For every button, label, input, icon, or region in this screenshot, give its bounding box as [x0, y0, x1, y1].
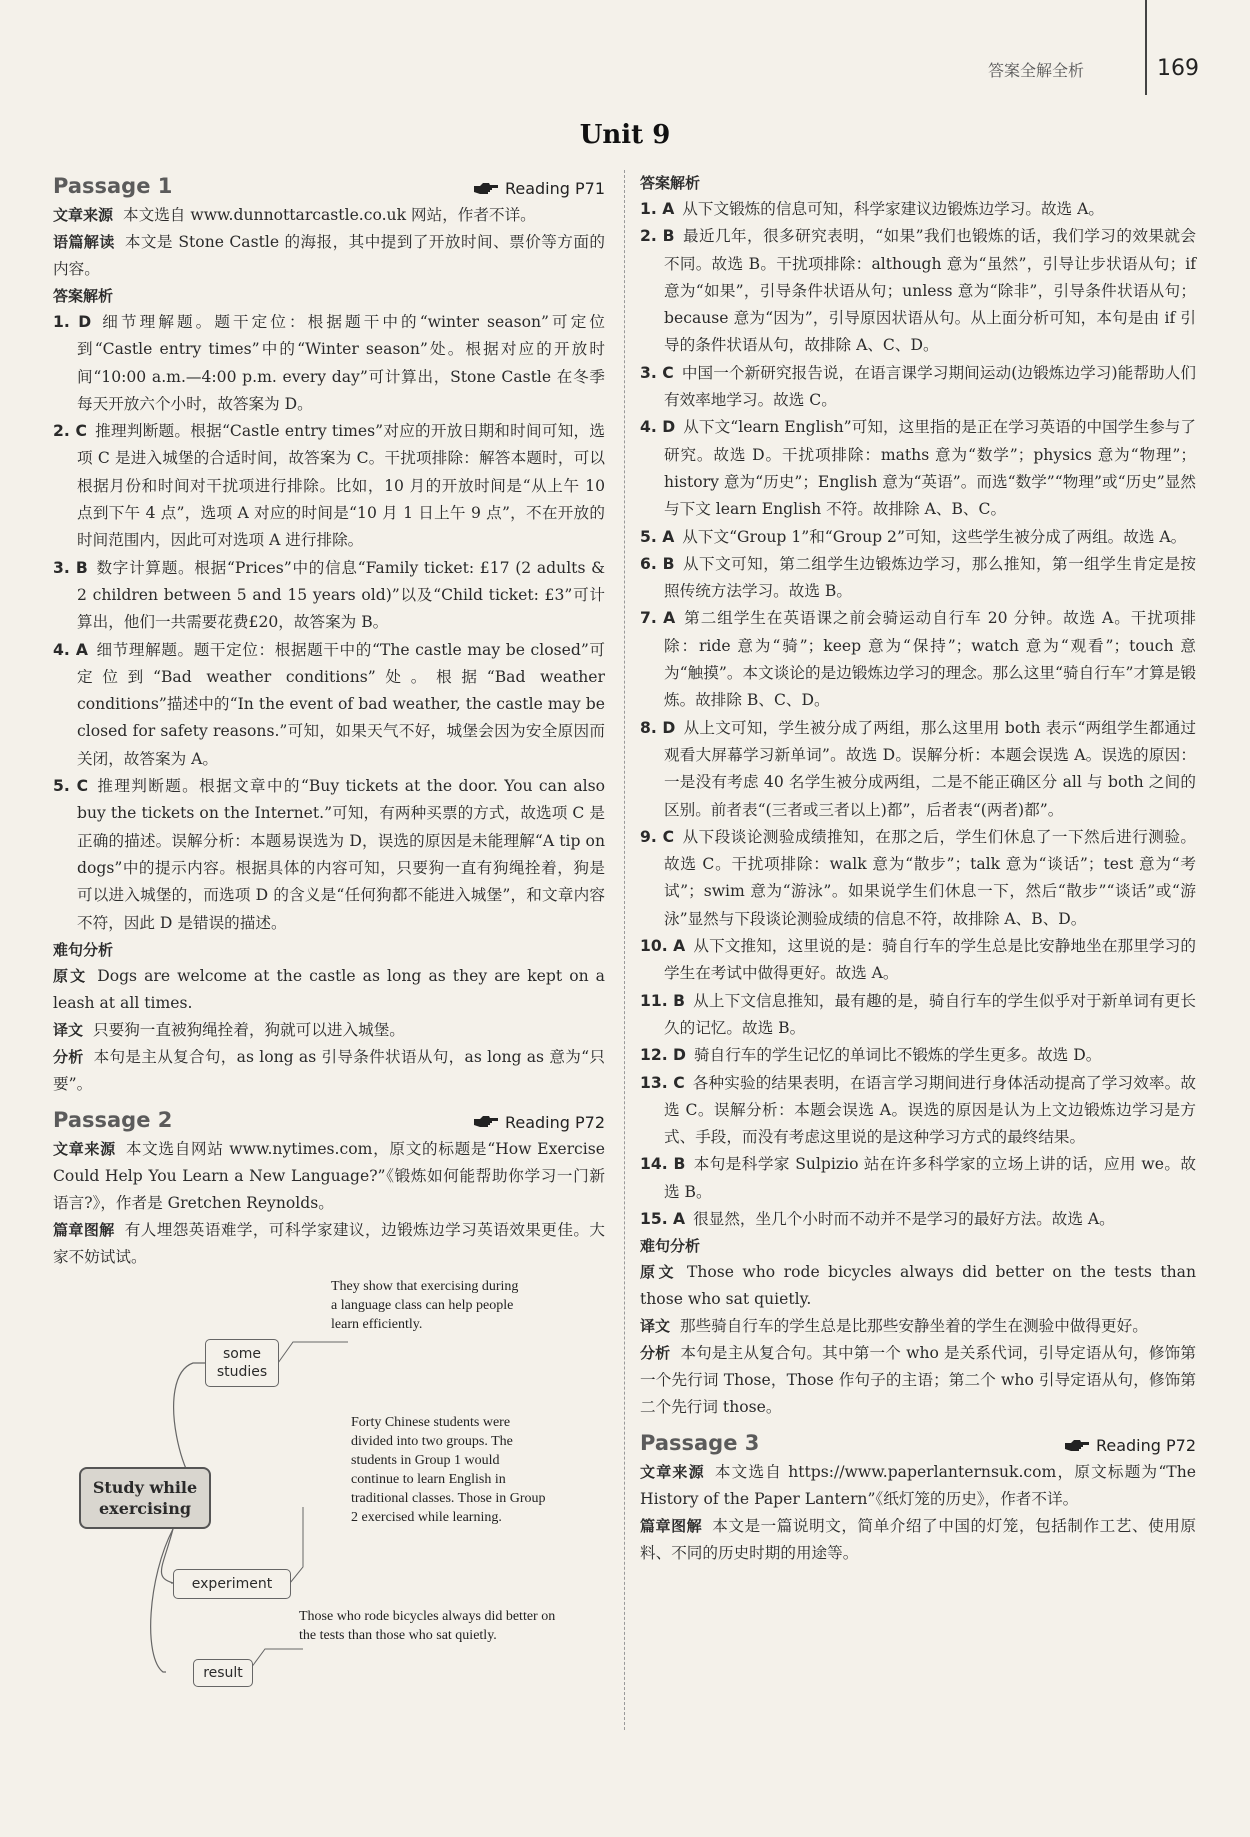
passage2-header [53, 1108, 605, 1132]
passage2-title: Passage 2 [53, 1107, 173, 1132]
header-divider [1145, 0, 1147, 95]
passage3-title: Passage 3 [640, 1431, 760, 1456]
header-label: 答案全解全析 [988, 61, 1085, 80]
hard-sentence-original [640, 1259, 1196, 1313]
passage3-reading-ref [1064, 1436, 1196, 1455]
mind-map-experiment-text: Forty Chinese students were divided into two groups. The students in Group 1 would continue to learn English in traditional classes. Those in Group 2 exercised while learning. [351, 1414, 546, 1525]
answer-number: 3. B [53, 558, 88, 577]
mind-map-node-experiment: experiment [173, 1569, 291, 1599]
answer-number: 5. A [640, 527, 675, 546]
answer-text: 推理判断题。根据“Castle entry times”对应的开放日期和时间可知，选项 C 是进入城堡的合适时间，故答案为 C。干扰项排除：解答本题时，可以根据月份和时间对干扰项进行排除。比如，10 月的开放时间是“从上午 10 点到下午 4 点”，选项 A 对应的时间是“10 月 1 日上午 9 点”，不在开放的时间范围内，因此可对选项 A 进行排除。 [77, 422, 605, 550]
mind-map [53, 1277, 605, 1681]
answer-number: 2. B [640, 227, 675, 246]
passage1-reading-ref [473, 179, 605, 198]
pointing-hand-icon [1064, 1439, 1090, 1453]
page-number: 169 [1157, 56, 1199, 81]
answer-number: 1. A [640, 200, 675, 218]
answer-text: 从上下文信息推知，最有趣的是，骑自行车的学生似乎对于新单词有更长久的记忆。故选 B。 [664, 991, 1196, 1037]
answer-item [640, 715, 1196, 824]
hard-label: 译文 [640, 1317, 671, 1336]
answer-item [640, 1070, 1196, 1152]
answer-text: 从下文“learn English”可知，这里指的是正在学习英语的中国学生参与了研究。故选 D。干扰项排除：maths 意为“数学”；physics 意为“物理”；history 意为“历史”；English 意为“英语”。而选“数学”“物理”或“历史”显然与下文 learn English 不符。故排除 A、B、C。 [664, 418, 1196, 519]
answer-item [640, 360, 1196, 415]
answer-number: 3. C [640, 363, 674, 382]
summary-label: 语篇解读 [53, 233, 115, 251]
answer-text: 各种实验的结果表明，在语言学习期间进行身体活动提高了学习效率。故选 C。误解分析：本题会误选 A。误选的原因是认为上文边锻炼边学习是方式、手段，而没有考虑这里说的是这种学习方式的最终结果。 [664, 1073, 1196, 1147]
answer-number: 10. A [640, 937, 686, 956]
outline-text: 本文是一篇说明文，简单介绍了中国的灯笼，包括制作工艺、使用原料、不同的历史时期的用途等。 [640, 1517, 1196, 1563]
mind-map-node-result: result [193, 1659, 253, 1687]
passage3-source [640, 1459, 1196, 1513]
answer-item [53, 555, 605, 637]
hard-label: 原文 [640, 1263, 677, 1282]
answer-number: 11. B [640, 991, 686, 1010]
right-column [640, 170, 1196, 1567]
answer-item [640, 1042, 1196, 1069]
answer-item [640, 196, 1196, 223]
hard-label: 原文 [53, 966, 88, 985]
passage2-hard-heading: 难句分析 [640, 1237, 701, 1256]
answer-number: 9. C [640, 827, 675, 846]
passage3-outline [640, 1513, 1196, 1567]
pointing-hand-icon [473, 182, 499, 196]
hard-text: 本句是主从复合句，as long as 引导条件状语从句，as long as 意为“只要”。 [53, 1047, 605, 1093]
answer-text: 细节理解题。题干定位：根据题干中的“The castle may be closed”可定位到“Bad weather conditions”处。根据“Bad weather conditions”描述中的“In the event of bad weather, the castle may be closed for safety reasons.”可知，如果天气不好，城堡会因为安全原因而关闭，故答案为 A。 [77, 640, 605, 768]
answer-text: 从下文“Group 1”和“Group 2”可知，这些学生被分成了两组。故选 A。 [682, 527, 1187, 546]
summary-text: 本文是 Stone Castle 的海报，其中提到了开放时间、票价等方面的内容。 [53, 233, 605, 278]
answer-text: 从下文锻炼的信息可知，科学家建议边锻炼边学习。故选 A。 [682, 200, 1104, 218]
hard-label: 译文 [53, 1020, 84, 1039]
hard-sentence-translation [53, 1017, 605, 1044]
passage2-reading-ref-text: Reading P72 [504, 1112, 605, 1132]
answer-text: 骑自行车的学生记忆的单词比不锻炼的学生更多。故选 D。 [694, 1046, 1102, 1065]
passage2-outline [53, 1217, 605, 1271]
answer-number: 12. D [640, 1046, 686, 1065]
answer-text: 从下文可知，第二组学生边锻炼边学习，那么推知，第一组学生肯定是按照传统方法学习。故选 B。 [664, 554, 1196, 601]
hard-sentence-translation [640, 1313, 1196, 1340]
outline-text: 有人埋怨英语难学，可科学家建议，边锻炼边学习英语效果更佳。大家不妨试试。 [53, 1220, 605, 1266]
mind-map-studies-text: They show that exercising during a language class can help people learn efficiently. [331, 1278, 519, 1332]
source-label: 文章来源 [640, 1463, 705, 1482]
answer-text: 最近几年，很多研究表明，“如果”我们也锻炼的话，我们学习的效果就会不同。故选 B。干扰项排除：although 意为“虽然”，引导让步状语从句；if 意为“如果”，引导条件状语从句；unless 意为“除非”，引导条件状语从句；because 意为“因为”，引导原因状语从句。从上面分析可知，本句是由 if 引导的条件状语从句，故排除 A、C、D。 [664, 227, 1197, 355]
answer-text: 中国一个新研究报告说，在语言课学习期间运动(边锻炼边学习)能帮助人们有效率地学习。故选 C。 [664, 363, 1196, 410]
passage3-reading-ref-text: Reading P72 [1095, 1436, 1196, 1456]
passage1-hard-heading: 难句分析 [53, 940, 114, 959]
source-text: 本文选自 www.dunnottarcastle.co.uk 网站，作者不详。 [123, 206, 536, 224]
passage1-header [53, 174, 605, 198]
passage1-title: Passage 1 [53, 174, 173, 198]
answer-text: 细节理解题。题干定位：根据题干中的“winter season”可定位到“Castle entry times”中的“Winter season”处。根据对应的开放时间“10:00 a.m.—4:00 p.m. every day”可计算出，Stone Castle 在冬季每天开放六个小时，故答案为 D。 [77, 313, 605, 413]
outline-label: 篇章图解 [53, 1220, 115, 1239]
answer-number: 4. D [640, 418, 676, 437]
answer-item [640, 223, 1196, 359]
answer-item [53, 309, 605, 418]
unit-title: Unit 9 [579, 120, 671, 150]
hard-label: 分析 [640, 1344, 671, 1363]
mind-map-center: Study while exercising [79, 1467, 211, 1529]
answer-number: 5. C [53, 777, 89, 796]
passage2-answers [640, 196, 1196, 1233]
answer-item [640, 414, 1196, 523]
passage1-source [53, 202, 605, 229]
answer-text: 从下段谈论测验成绩推知，在那之后，学生们休息了一下然后进行测验。故选 C。干扰项排除：walk 意为“散步”；talk 意为“谈话”；test 意为“考试”；swim 意为“游泳”。如果说学生们休息一下，然后“散步”“谈话”或“游泳”显然与下段谈论测验成绩的信息不符，故排除 A、B、D。 [664, 827, 1196, 928]
hard-label: 分析 [53, 1047, 84, 1066]
answer-item [640, 933, 1196, 988]
source-label: 文章来源 [53, 1139, 116, 1158]
answer-number: 2. C [53, 422, 87, 441]
answer-text: 数字计算题。根据“Prices”中的信息“Family ticket: £17 (2 adults & 2 children between 5 and 15 years old)”以及“Child ticket: £3”可计算出，他们一共需要花费£20，故答案为 B。 [77, 558, 605, 632]
answer-text: 从下文推知，这里说的是：骑自行车的学生总是比安静地坐在那里学习的学生在考试中做得更好。故选 A。 [664, 937, 1196, 983]
hard-sentence-original [53, 963, 605, 1017]
answer-item [640, 988, 1196, 1043]
answer-number: 8. D [640, 718, 676, 737]
passage2-answers-heading: 答案解析 [640, 174, 701, 192]
left-column [53, 170, 605, 1681]
answer-number: 4. A [53, 640, 88, 659]
answer-item [640, 551, 1196, 606]
passage1-summary [53, 229, 605, 283]
hard-text: 只要狗一直被狗绳拴着，狗就可以进入城堡。 [93, 1020, 405, 1039]
hard-text: 本句是主从复合句。其中第一个 who 是关系代词，引导定语从句，修饰第一个先行词 Those，Those 作句子的主语；第二个 who 引导定语从句，修饰第二个先行词 those。 [640, 1344, 1196, 1417]
answer-text: 从上文可知，学生被分成了两组，那么这里用 both 表示“两组学生都通过观看大屏幕学习新单词”。故选 D。误解分析：本题会误选 A。误选的原因：一是没有考虑 40 名学生被分成两组，二是不能正确区分 all 与 both 之间的区别。前者表“(三者或三者以上)都”，后者表“(两者)都”。 [664, 718, 1196, 819]
passage2-source [53, 1136, 605, 1217]
hard-sentence-analysis [53, 1044, 605, 1098]
hard-text: Dogs are welcome at the castle as long as they are kept on a leash at all times. [53, 966, 605, 1012]
answer-number: 13. C [640, 1073, 685, 1092]
answer-item [640, 1206, 1196, 1233]
answer-text: 很显然，坐几个小时而不动并不是学习的最好方法。故选 A。 [693, 1209, 1115, 1228]
answer-number: 6. B [640, 554, 675, 573]
answer-text: 本句是科学家 Sulpizio 站在许多科学家的立场上讲的话，应用 we。故选 B。 [664, 1155, 1196, 1201]
source-label: 文章来源 [53, 206, 114, 224]
hard-sentence-analysis [640, 1340, 1196, 1421]
answer-item [53, 773, 605, 937]
column-divider [624, 170, 625, 1730]
passage2-reading-ref [473, 1113, 605, 1132]
answer-item [53, 418, 605, 554]
passage1-reading-ref-text: Reading P71 [504, 179, 605, 198]
source-text: 本文选自网站 www.nytimes.com，原文的标题是“How Exercise Could Help You Learn a New Language?”《锻炼如何能帮助你学习一门新语言?》，作者是 Gretchen Reynolds。 [53, 1139, 605, 1212]
passage3-header [640, 1431, 1196, 1455]
answer-item [640, 824, 1196, 933]
answer-text: 推理判断题。根据文章中的“Buy tickets at the door. You can also buy the tickets on the Internet.”可知，有两种买票的方式，故选项 C 是正确的描述。误解分析：本题易误选为 D，误选的原因是未能理解“A tip on dogs”中的提示内容。根据具体的内容可知，只要狗一直有狗绳拴着，狗是可以进入城堡的，而选项 D 的含义是“任何狗都不能进入城堡”，和文章内容不符，因此 D 是错误的描述。 [77, 777, 605, 932]
answer-text: 第二组学生在英语课之前会骑运动自行车 20 分钟。故选 A。干扰项排除：ride 意为“骑”；keep 意为“保持”；watch 意为“观看”；touch 意为“触摸”。本文谈论的是边锻炼边学习的理念。那么这里“骑自行车”才算是锻炼。故排除 B、C、D。 [664, 609, 1196, 710]
answer-item [53, 637, 605, 773]
passage1-answers [53, 309, 605, 937]
answer-number: 15. A [640, 1209, 686, 1228]
answer-number: 14. B [640, 1155, 686, 1174]
outline-label: 篇章图解 [640, 1517, 703, 1536]
answer-number: 1. D [53, 313, 92, 331]
passage1-answers-heading: 答案解析 [53, 287, 114, 305]
source-text: 本文选自 https://www.paperlanternsuk.com，原文标题为“The History of the Paper Lantern”《纸灯笼的历史》，作者不详。 [640, 1463, 1196, 1509]
pointing-hand-icon [473, 1115, 499, 1129]
mind-map-result-text: Those who rode bicycles always did better on the tests than those who sat quietly. [299, 1608, 556, 1643]
hard-text: 那些骑自行车的学生总是比那些安静坐着的学生在测验中做得更好。 [680, 1317, 1148, 1336]
answer-number: 7. A [640, 609, 676, 628]
answer-item [640, 1151, 1196, 1206]
answer-item [640, 605, 1196, 714]
answer-item [640, 524, 1196, 551]
hard-text: Those who rode bicycles always did better on the tests than those who sat quietly. [640, 1263, 1196, 1309]
mind-map-node-studies: some studies [205, 1339, 279, 1387]
